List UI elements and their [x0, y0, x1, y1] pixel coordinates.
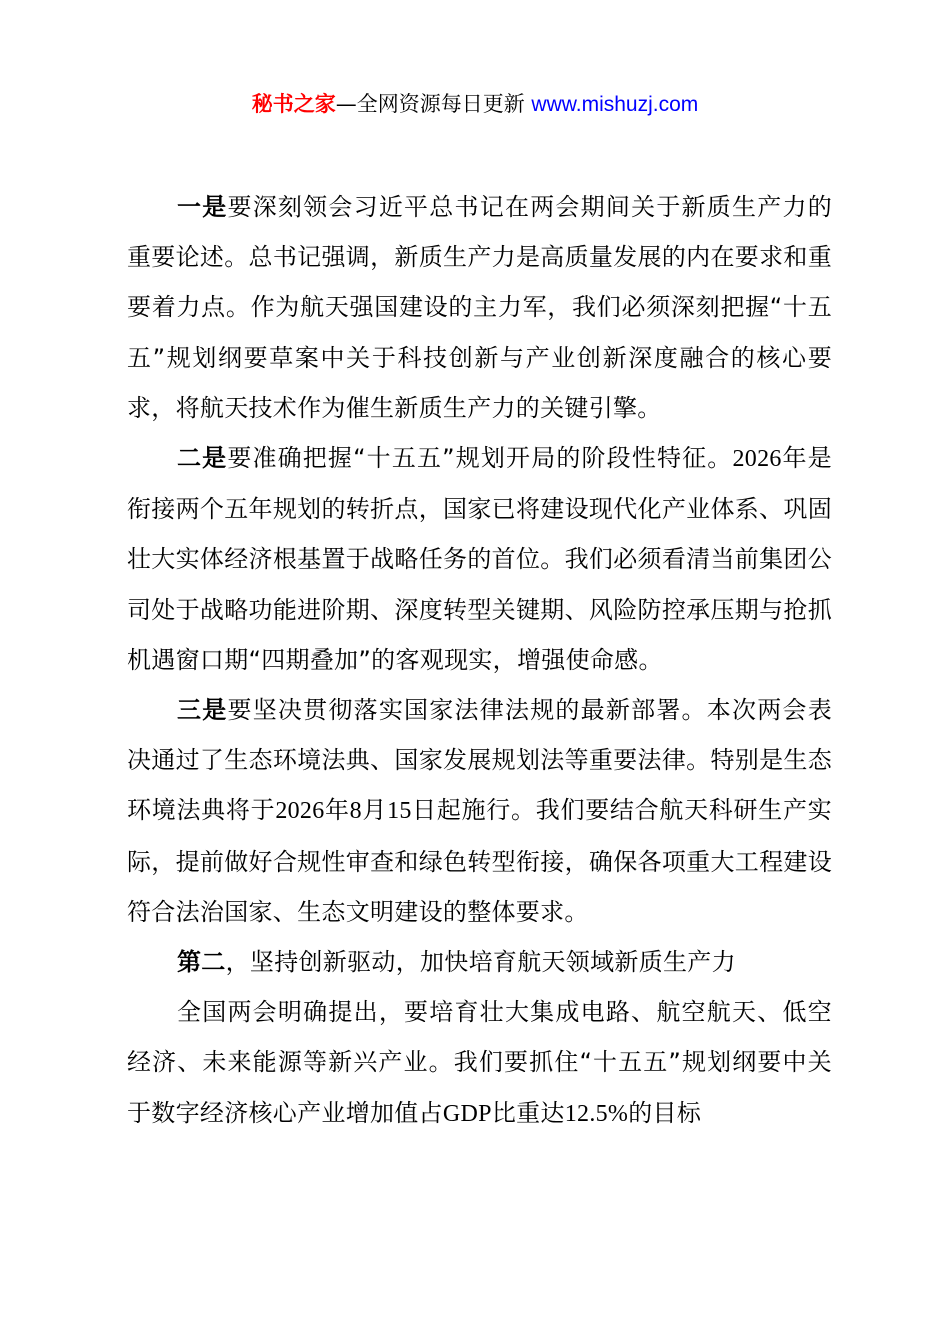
- paragraph-lead: 三是: [177, 696, 228, 725]
- brand-name: 秘书之家: [251, 92, 336, 116]
- paragraph-text: 要准确把握“十五五”规划开局的阶段性特征。2026年是衔接两个五年规划的转折点，国家已将建设现代化产业体系、巩固壮大实体经济根基置于战略任务的首位。我们必须看清当前集团公司处于战略功能进阶期、深度转型关键期、风险防控承压期与抢抓机遇窗口期“四期叠加”的客观现实，增强使命感。: [127, 444, 832, 674]
- paragraph-body: [127, 987, 832, 1139]
- paragraph-lead: 一是: [177, 193, 228, 221]
- document-body: [127, 182, 832, 1139]
- paragraph-point-two: [127, 433, 832, 685]
- site-url-link[interactable]: www.mishuzj.com: [531, 93, 699, 116]
- paragraph-point-one: [127, 182, 832, 433]
- header-tagline: —全网资源每日更新: [335, 92, 525, 116]
- paragraph-text: 要深刻领会习近平总书记在两会期间关于新质生产力的重要论述。总书记强调，新质生产力是高质量发展的内在要求和重要着力点。作为航天强国建设的主力军，我们必须深刻把握“十五五”规划纲要草案中关于科技创新与产业创新深度融合的核心要求，将航天技术作为催生新质生产力的关键引擎。: [127, 193, 832, 422]
- section-heading-lead: 第二: [177, 948, 226, 977]
- site-header: [0, 88, 950, 121]
- paragraph-text: 全国两会明确提出，要培育壮大集成电路、航空航天、低空经济、未来能源等新兴产业。我们要抓住“十五五”规划纲要中关于数字经济核心产业增加值占GDP比重达12.5%的目标: [127, 998, 832, 1127]
- paragraph-point-three: [127, 685, 832, 937]
- paragraph-text: 要坚决贯彻落实国家法律法规的最新部署。本次两会表决通过了生态环境法典、国家发展规划法等重要法律。特别是生态环境法典将于2026年8月15日起施行。我们要结合航天科研生产实际，提前做好合规性审查和绿色转型衔接，确保各项重大工程建设符合法治国家、生态文明建设的整体要求。: [127, 696, 832, 926]
- section-heading-second: [127, 937, 832, 987]
- section-heading-text: ，坚持创新驱动，加快培育航天领域新质生产力: [225, 948, 736, 977]
- paragraph-lead: 二是: [177, 444, 228, 473]
